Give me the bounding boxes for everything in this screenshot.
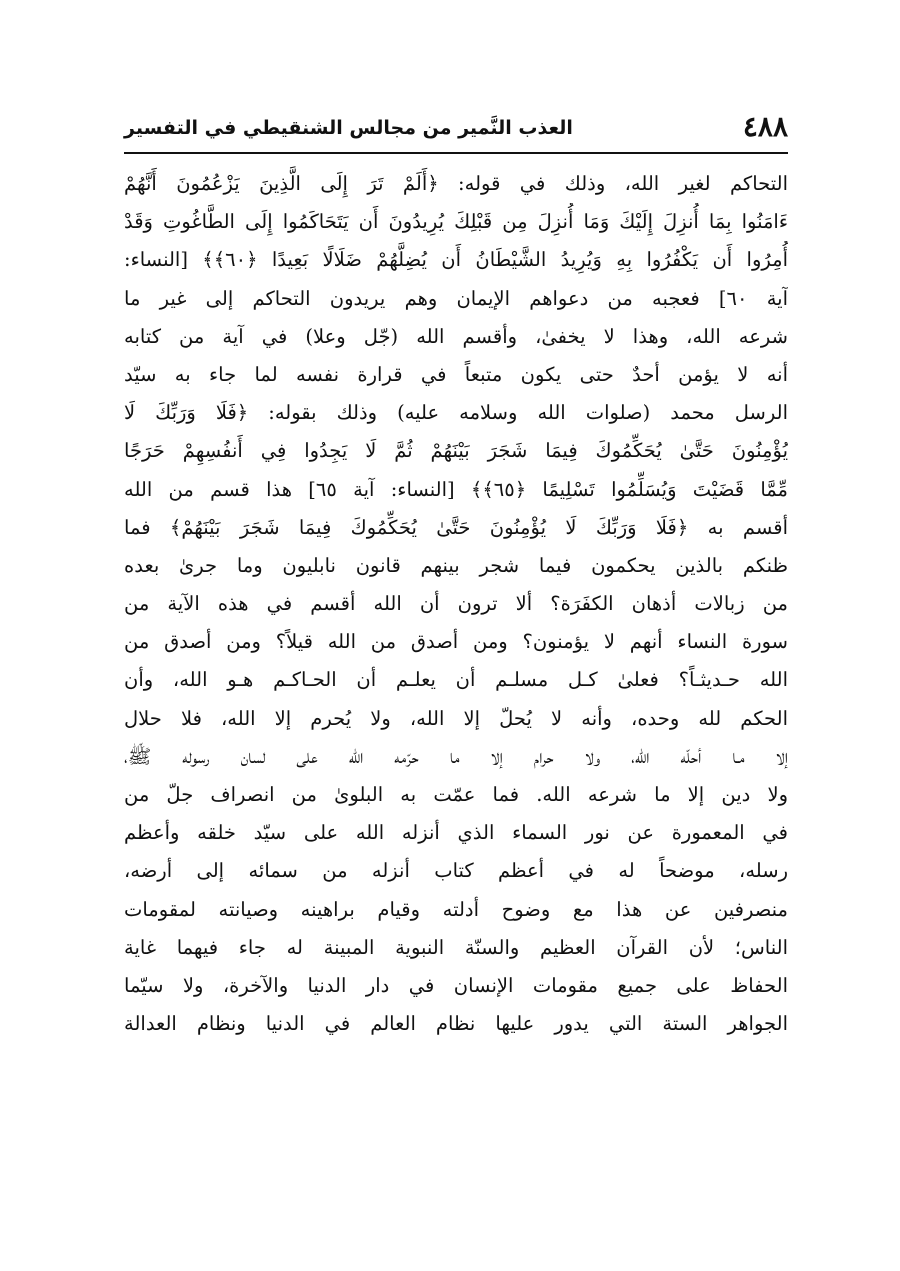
text-line: ظنكم بالذين يحكمون فيما شجر بينهم قانون نابليون وما جرىٰ بعده bbox=[124, 553, 788, 577]
text-line: ولا دين إلا ما شرعه الله. فما عمّت به البلوىٰ من انصراف جلّ من bbox=[124, 783, 788, 806]
text-line: رسله، موضحاً له في أعظم كتاب أنزله من سمائه إلى أرضه، bbox=[124, 859, 788, 883]
text-line: شرعه الله، وهذا لا يخفىٰ، وأقسم الله (جّل وعلا) في آية من كتابه bbox=[124, 324, 788, 348]
text-line: مِّمَّا قَضَيْتَ وَيُسَلِّمُوا تَسْلِيمًا ﴿٦٥﴾﴾ [النساء: آية ٦٥] هذا قسم من الله bbox=[124, 477, 788, 501]
text-line: الرسل محمد (صلوات الله وسلامه عليه) وذلك بقوله: ﴿فَلَا وَرَبِّكَ لَا bbox=[124, 401, 788, 425]
text-line: يُؤْمِنُونَ حَتَّىٰ يُحَكِّمُوكَ فِيمَا شَجَرَ بَيْنَهُمْ ثُمَّ لَا يَجِدُوا فِي أَنفُسِهِمْ حَرَجًا bbox=[124, 439, 788, 463]
text-line: أنه لا يؤمن أحدٌ حتى يكون متبعاً في قرارة نفسه لما جاء به سيّد bbox=[124, 362, 788, 386]
page-number: ٤٨٨ bbox=[742, 110, 788, 143]
text-line: ءَامَنُوا بِمَا أُنزِلَ إِلَيْكَ وَمَا أُنزِلَ مِن قَبْلِكَ يُرِيدُونَ أَن يَتَحَاكَمُوا إِلَى الطَّاغُوتِ وَقَدْ bbox=[124, 210, 788, 234]
text-line: منصرفين عن هذا مع وضوح أدلته وقيام براهينه وصيانته لمقومات bbox=[124, 897, 788, 921]
text-line: الحكم لله وحده، وأنه لا يُحلّ إلا الله، ولا يُحرم إلا الله، فلا حلال bbox=[124, 706, 788, 730]
text-line: آية ٦٠] فعجبه من دعواهم الإيمان وهم يريدون التحاكم إلى غير ما bbox=[124, 286, 788, 310]
text-line: سورة النساء أنهم لا يؤمنون؟ ومن أصدق من الله قيلاً؟ ومن أصدق من bbox=[124, 630, 788, 654]
running-title: العذب النَّمير من مجالس الشنقيطي في التفسير bbox=[124, 117, 573, 139]
text-line: من زبالات أذهان الكفَرَة؟ ألا ترون أن الله أقسم في هذه الآية من bbox=[124, 592, 788, 616]
text-line: التحاكم لغير الله، وذلك في قوله: ﴿أَلَمْ تَرَ إِلَى الَّذِينَ يَزْعُمُونَ أَنَّهُمْ bbox=[124, 172, 788, 195]
text-line: إلا مـا أحلّه الله، ولا حرام إلا ما حرّمه الله على لسان رسوله ﷺ، bbox=[124, 744, 788, 768]
text-line: الله حـديثـاً؟ فعلىٰ كـل مسلـم أن يعلـم أن الحـاكـم هـو الله، وأن bbox=[124, 668, 788, 692]
text-line: الحفاظ على جميع مقومات الإنسان في دار الدنيا والآخرة، ولا سيّما bbox=[124, 973, 788, 997]
text-line: الناس؛ لأن القرآن العظيم والسنّة النبوية المبينة له جاء فيهما غاية bbox=[124, 935, 788, 959]
page-header bbox=[124, 104, 788, 154]
text-line: أُمِرُوا أَن يَكْفُرُوا بِهِ وَيُرِيدُ الشَّيْطَانُ أَن يُضِلَّهُمْ ضَلَالًا بَعِيدًا ﴿٦٠﴾﴾ [النساء: bbox=[124, 248, 788, 272]
body-text bbox=[124, 165, 788, 1043]
text-line: في المعمورة عن نور السماء الذي أنزله الله على سيّد خلقه وأعظم bbox=[124, 821, 788, 845]
text-line: أقسم به ﴿فَلَا وَرَبِّكَ لَا يُؤْمِنُونَ حَتَّىٰ يُحَكِّمُوكَ فِيمَا شَجَرَ بَيْنَهُمْ﴾ فما bbox=[124, 515, 788, 539]
text-line: الجواهر الستة التي يدور عليها نظام العالم في الدنيا ونظام العدالة bbox=[124, 1012, 788, 1036]
